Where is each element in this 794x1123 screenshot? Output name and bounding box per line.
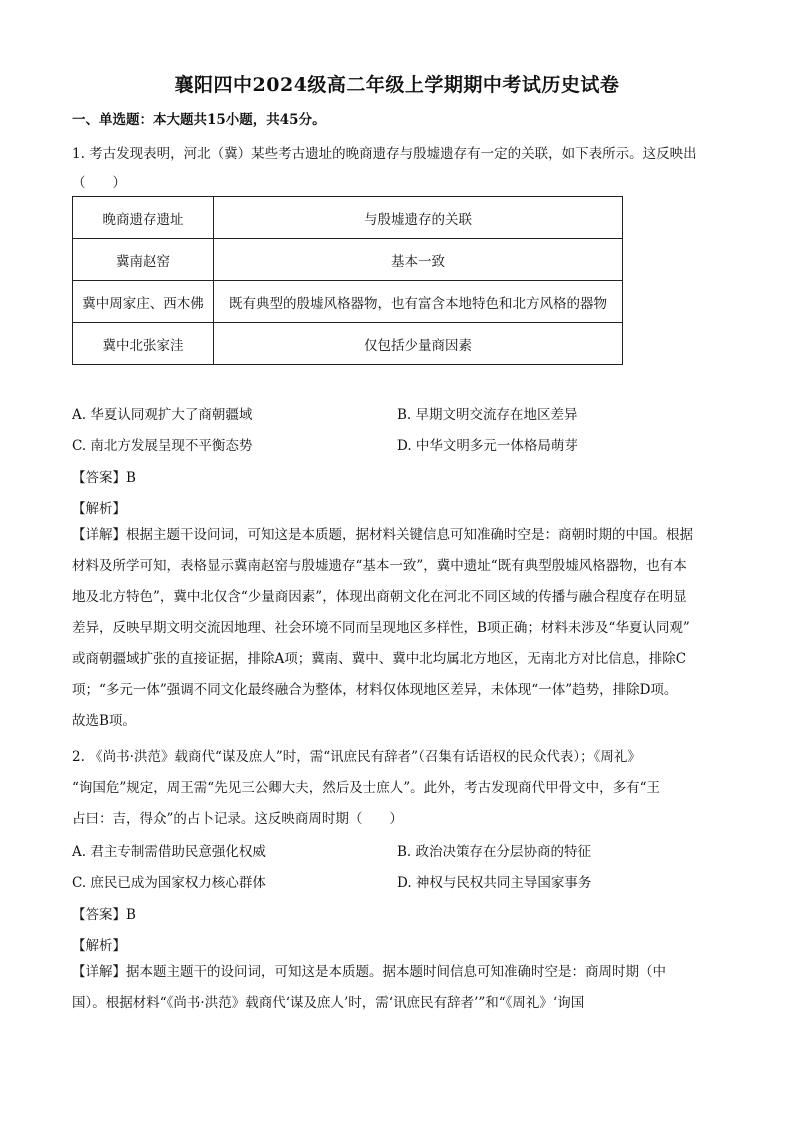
q1-detail-line: 材料及所学可知，表格显示冀南赵窑与殷墟遗存“基本一致”，冀中遗址“既有典型殷墟风格器物，也有本	[72, 558, 687, 574]
q1-detail	[72, 520, 734, 737]
page-title: 襄阳四中2024级高二年级上学期期中考试历史试卷	[174, 74, 620, 96]
table-row	[73, 239, 623, 281]
q2-detail-line: 【详解】据本题主题干的设问词，可知这是本质题。据本题时间信息可知准确时空是：商周时期（中	[72, 964, 666, 980]
table-cell: 基本一致	[214, 239, 623, 281]
q1-detail-line: 【详解】根据主题干设问词，可知这是本质题，据材料关键信息可知准确时空是：商朝时期的中国。根据	[72, 527, 693, 543]
q1-detail-line: 地及北方特色”，冀中北仅含“少量商因素”，体现出商朝文化在河北不同区域的传播与融合程度存在明显	[72, 589, 687, 605]
q1-table	[72, 196, 623, 365]
table-header-cell: 晚商遗存遗址	[73, 197, 214, 239]
q1-detail-line: 项；“多元一体”强调不同文化最终融合为整体，材料仅体现地区差异，未体现“一体”趋势，排除D项。	[72, 682, 678, 698]
q1-answer: 【答案】B	[72, 470, 136, 486]
q2-detail-line: 国）。根据材料“《尚书·洪范》载商代‘谋及庶人’时，需‘讯庶民有辞者’”和“《周礼》‘询国	[72, 995, 585, 1011]
q2-detail	[72, 957, 734, 1019]
table-header-row	[73, 197, 623, 239]
table-cell: 既有典型的殷墟风格器物，也有富含本地特色和北方风格的器物	[214, 281, 623, 323]
q1-detail-line: 差异，反映早期文明交流因地理、社会环境不同而呈现地区多样性，B项正确；材料未涉及“华夏认同观”	[72, 620, 690, 636]
q1-stem-line-1: 1. 考古发现表明，河北（冀）某些考古遗址的晚商遗存与殷墟遗存有一定的关联，如下表所示。这反映出	[72, 146, 697, 162]
q2-answer: 【答案】B	[72, 907, 136, 923]
q1-option-b: B. 早期文明交流存在地区差异	[397, 407, 578, 423]
q2-option-a: A. 君主专制需借助民意强化权威	[72, 844, 266, 860]
q1-detail-line: 故选B项。	[72, 713, 136, 729]
q1-option-c: C. 南北方发展呈现不平衡态势	[72, 438, 253, 454]
q2-option-b: B. 政治决策存在分层协商的特征	[397, 844, 592, 860]
table-row	[73, 281, 623, 323]
table-cell: 冀中周家庄、西木佛	[73, 281, 214, 323]
section-heading: 一、单选题：本大题共15小题，共45分。	[72, 112, 326, 128]
q1-detail-line: 或商朝疆域扩张的直接证据，排除A项；冀南、冀中、冀中北均属北方地区，无南北方对比信息，排除C	[72, 651, 687, 667]
table-row	[73, 323, 623, 365]
q2-stem-line: 2. 《尚书·洪范》载商代“谋及庶人”时，需“讯庶民有辞者”（召集有话语权的民众代表）；《周礼》	[72, 749, 641, 765]
table-cell: 冀中北张家洼	[73, 323, 214, 365]
q1-option-d: D. 中华文明多元一体格局萌芽	[397, 438, 578, 454]
q2-stem-line: “询国危”规定，周王需“先见三公卿大夫，然后及士庶人”。此外，考古发现商代甲骨文中，多有“王	[72, 780, 661, 796]
q1-option-a: A. 华夏认同观扩大了商朝疆域	[72, 407, 253, 423]
q2-option-c: C. 庶民已成为国家权力核心群体	[72, 875, 266, 891]
q2-option-d: D. 神权与民权共同主导国家事务	[397, 875, 592, 891]
q1-stem-line-2: （ ）	[72, 175, 126, 191]
q1-analysis-label: 【解析】	[72, 501, 126, 517]
q2-stem-line: 占曰：吉，得众”的占卜记录。这反映商周时期（ ）	[72, 811, 403, 827]
q2-analysis-label: 【解析】	[72, 938, 126, 954]
table-header-cell: 与殷墟遗存的关联	[214, 197, 623, 239]
q2-stem	[72, 742, 734, 835]
table-cell: 仅包括少量商因素	[214, 323, 623, 365]
table-cell: 冀南赵窑	[73, 239, 214, 281]
